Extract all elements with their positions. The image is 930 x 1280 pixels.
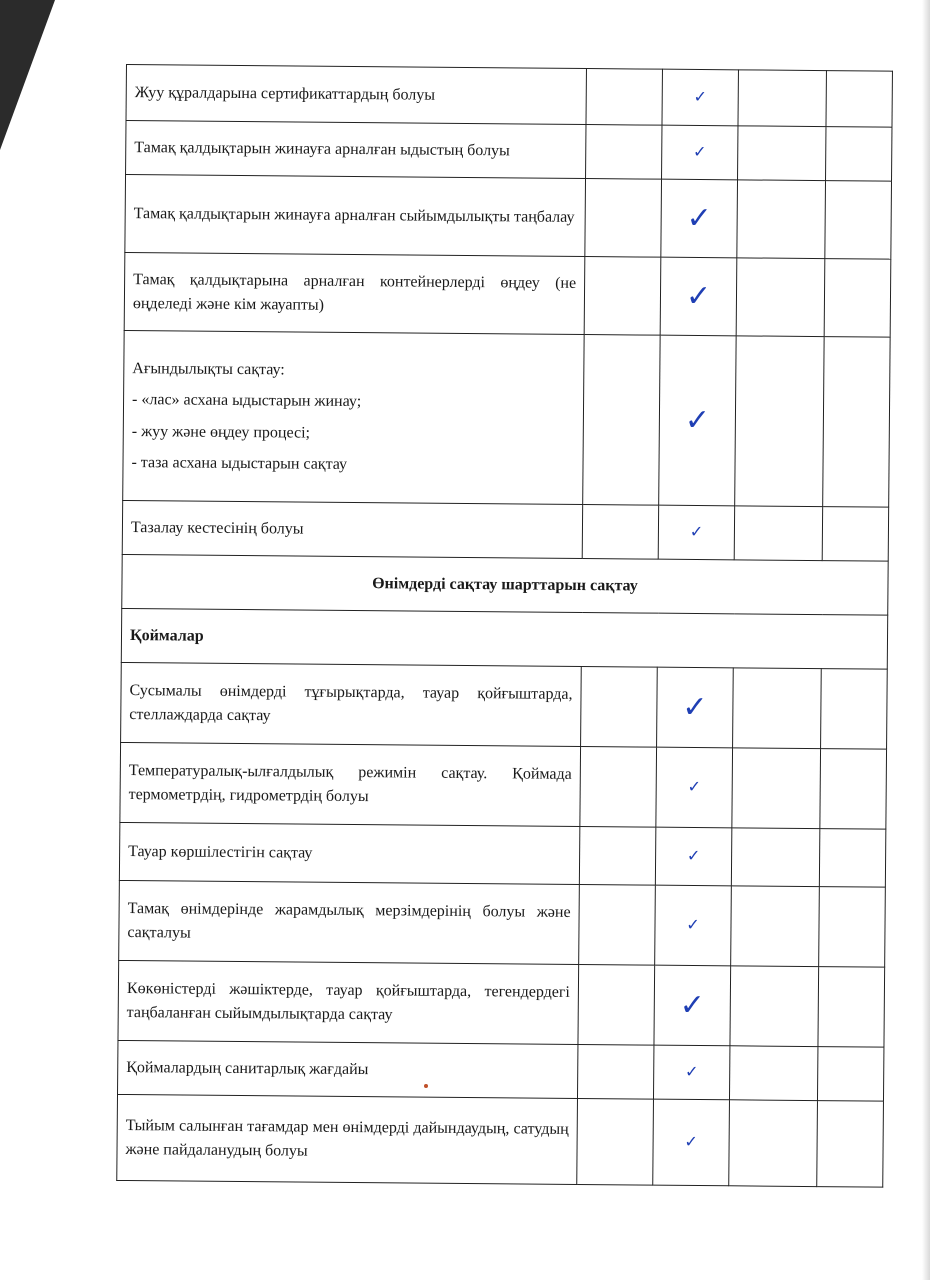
checkmark-icon: ✓ [686,915,700,935]
table-row [119,880,886,967]
mark-cell-empty [824,259,891,338]
mark-cell-yes [657,667,734,748]
mark-cell-empty [819,829,886,888]
criterion-cell: Температуралық-ылғалдылық режимін сақтау. Қоймада термометрдің, гидрометрдің болуы [120,742,581,826]
mark-cell-empty [731,828,820,887]
checkmark-icon: ✓ [689,522,704,542]
table-row [121,662,888,749]
mark-cell-yes [656,747,733,828]
subsection-title: Қоймалар [121,608,887,669]
mark-cell-empty [581,666,658,747]
mark-cell-empty [734,506,822,561]
criterion-cell: Тамақ қалдықтарына арналған контейнерлерді өңдеу (не өңделеді және кім жауапты) [124,252,585,334]
criterion-cell: Тауар көршілестігін сақтау [119,822,579,884]
mark-cell-empty [735,336,824,507]
checkmark-icon: ✓ [687,777,701,797]
mark-cell-empty [729,1046,817,1101]
mark-cell-yes [660,257,737,336]
mark-cell-empty [582,505,658,560]
table-row [122,500,888,561]
mark-cell-yes [655,827,732,886]
mark-cell-empty [579,826,656,885]
mark-cell-empty [580,746,657,827]
section-row [122,554,888,615]
list-item: - таза асхана ыдыстарын сақтау [131,453,348,473]
checkmark-icon: ✓ [693,87,708,107]
mark-cell-empty [732,748,821,829]
checkmark-icon: ✓ [686,200,712,236]
mark-cell-empty [577,1044,653,1099]
mark-cell-empty [738,70,826,127]
list-heading: Ағындылықты сақтау: [132,360,285,379]
mark-cell-empty [817,1047,883,1102]
mark-cell-empty [578,964,655,1045]
table-row [125,175,892,260]
table-row [126,65,892,128]
criterion-cell: Тамақ қалдықтарын жинауға арналған сыйымдылықты таңбалау [125,175,586,257]
table-row [120,742,887,829]
checklist-table [116,64,893,1188]
mark-cell-empty [583,335,660,506]
table-row [118,1040,884,1101]
table-row [118,960,885,1047]
mark-cell-yes [662,69,738,126]
checkmark-icon: ✓ [686,846,701,866]
mark-cell-yes [662,125,738,180]
criterion-cell: Тамақ өнімдерінде жарамдылық мерзімдерінің болуы және сақталуы [119,880,580,964]
mark-cell-empty [729,1100,818,1187]
checkmark-icon: ✓ [685,278,712,314]
mark-cell-yes [659,335,736,506]
subsection-row [121,608,887,669]
table-row [123,330,890,507]
criterion-cell: Тазалау кестесінің болуы [122,500,582,558]
list-item: - «лас» асхана ыдыстарын жинау; [131,391,362,411]
document-page [116,64,892,1188]
checkmark-icon: ✓ [684,1062,699,1082]
criterion-cell: Қоймалардың санитарлық жағдайы [118,1040,578,1098]
mark-cell-empty [826,71,892,128]
table-row [119,822,885,887]
checkmark-icon: ✓ [679,987,706,1023]
mark-cell-empty [585,179,662,258]
mark-cell-empty [821,669,888,750]
mark-cell-yes [658,505,734,560]
checkmark-icon: ✓ [692,142,707,162]
mark-cell-empty [736,258,825,337]
mark-cell-empty [577,1098,654,1185]
criterion-cell: Жуу құралдарына сертификаттардың болуы [126,65,586,125]
criterion-cell: Тамақ қалдықтарын жинауға арналған ыдыстың болуы [126,121,586,179]
mark-cell-empty [825,181,892,260]
mark-cell-empty [819,887,886,968]
criterion-cell: Көкөністерді жәшіктерде, тауар қойғыштарда, тегендердегі таңбаланған сыйымдылықтарда сақтау [118,960,579,1044]
mark-cell-empty [823,337,890,508]
table-row [126,121,892,182]
mark-cell-empty [586,69,662,126]
mark-cell-empty [586,125,662,180]
section-title: Өнімдерді сақтау шарттарын сақтау [122,554,888,615]
mark-cell-yes [661,179,738,258]
mark-cell-empty [822,507,888,562]
criterion-cell: Сусымалы өнімдерді тұғырықтарда, тауар қойғыштарда, стеллаждарда сақтау [121,662,582,746]
mark-cell-empty [817,1101,884,1188]
checkmark-icon: ✓ [684,1132,698,1152]
mark-cell-empty [584,257,661,336]
mark-cell-empty [738,126,826,181]
checkmark-icon: ✓ [684,402,711,438]
criterion-cell: Тыйым салынған тағамдар мен өнімдерді дайындаудың, сатудың және пайдаланудың болуы [117,1094,578,1184]
scan-corner-shadow [0,0,55,150]
mark-cell-empty [826,127,892,182]
mark-cell-empty [579,884,656,965]
mark-cell-yes [654,965,731,1046]
table-row [117,1094,884,1187]
table-row [124,252,891,337]
mark-cell-empty [818,967,885,1048]
mark-cell-empty [731,886,820,967]
list-item: - жуу және өңдеу процесі; [131,422,311,442]
scan-edge-shadow [922,0,930,1280]
mark-cell-empty [820,749,887,830]
mark-cell-yes [655,885,732,966]
criterion-cell-list [123,330,584,504]
mark-cell-empty [730,966,819,1047]
mark-cell-yes [653,1099,730,1186]
mark-cell-yes [653,1045,729,1100]
mark-cell-empty [733,668,822,749]
ink-speck [424,1084,428,1088]
checkmark-icon: ✓ [682,689,708,725]
mark-cell-empty [737,180,826,259]
